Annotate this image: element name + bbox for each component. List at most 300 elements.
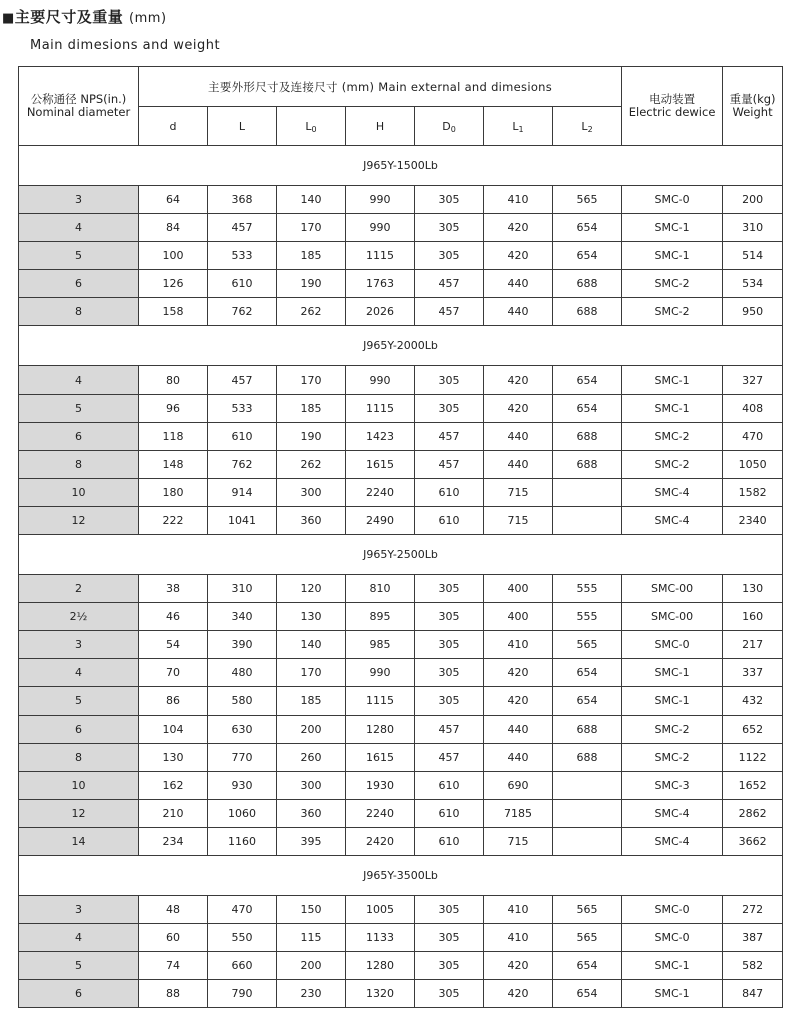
cell-l2: 654 — [553, 214, 622, 242]
cell-d0: 305 — [415, 924, 484, 952]
cell-weight: 514 — [723, 242, 783, 270]
cell-d: 60 — [139, 924, 208, 952]
cell-d0: 610 — [415, 478, 484, 506]
cell-l0: 185 — [277, 394, 346, 422]
cell-d0: 305 — [415, 186, 484, 214]
cell-d: 234 — [139, 827, 208, 855]
column-header-l0 — [277, 107, 346, 146]
table-row — [19, 743, 783, 771]
cell-electric-device: SMC-2 — [622, 450, 723, 478]
cell-d0: 457 — [415, 422, 484, 450]
cell-nominal-diameter: 3 — [19, 631, 139, 659]
table-row — [19, 298, 783, 326]
cell-h: 1763 — [346, 270, 415, 298]
cell-nominal-diameter: 8 — [19, 450, 139, 478]
cell-weight: 432 — [723, 687, 783, 715]
cell-electric-device: SMC-1 — [622, 242, 723, 270]
cell-l1: 400 — [484, 575, 553, 603]
cell-d0: 610 — [415, 799, 484, 827]
section-row — [19, 326, 783, 366]
cell-weight: 1122 — [723, 743, 783, 771]
cell-electric-device: SMC-0 — [622, 924, 723, 952]
cell-l2: 654 — [553, 659, 622, 687]
cell-nominal-diameter: 8 — [19, 743, 139, 771]
cell-l0: 230 — [277, 980, 346, 1008]
cell-l0: 130 — [277, 603, 346, 631]
cell-l1: 410 — [484, 895, 553, 923]
cell-l2: 688 — [553, 422, 622, 450]
cell-electric-device: SMC-1 — [622, 659, 723, 687]
cell-l2: 565 — [553, 631, 622, 659]
cell-l: 310 — [208, 575, 277, 603]
cell-d0: 305 — [415, 895, 484, 923]
cell-electric-device: SMC-2 — [622, 422, 723, 450]
cell-l1: 715 — [484, 506, 553, 534]
cell-l: 610 — [208, 422, 277, 450]
cell-weight: 310 — [723, 214, 783, 242]
cell-weight: 1652 — [723, 771, 783, 799]
cell-nominal-diameter: 3 — [19, 895, 139, 923]
table-row — [19, 450, 783, 478]
cell-d: 158 — [139, 298, 208, 326]
column-header-l1-sub: 1 — [518, 124, 524, 134]
cell-l0: 140 — [277, 631, 346, 659]
cell-l2: 654 — [553, 952, 622, 980]
cell-l1: 420 — [484, 952, 553, 980]
table-row — [19, 270, 783, 298]
table-row — [19, 952, 783, 980]
section-title: J965Y-1500Lb — [19, 146, 783, 186]
table-row — [19, 214, 783, 242]
cell-nominal-diameter: 12 — [19, 799, 139, 827]
cell-d0: 610 — [415, 827, 484, 855]
cell-l: 790 — [208, 980, 277, 1008]
cell-d: 180 — [139, 478, 208, 506]
cell-l1: 7185 — [484, 799, 553, 827]
cell-l2 — [553, 771, 622, 799]
cell-d: 80 — [139, 366, 208, 394]
cell-d: 46 — [139, 603, 208, 631]
cell-l1: 420 — [484, 659, 553, 687]
cell-d0: 457 — [415, 743, 484, 771]
table-row — [19, 771, 783, 799]
cell-weight: 470 — [723, 422, 783, 450]
cell-d: 38 — [139, 575, 208, 603]
cell-l1: 410 — [484, 924, 553, 952]
cell-l1: 715 — [484, 827, 553, 855]
header-nominal-diameter — [19, 67, 139, 146]
cell-l2 — [553, 478, 622, 506]
cell-l2: 565 — [553, 924, 622, 952]
cell-d0: 305 — [415, 980, 484, 1008]
cell-weight: 1582 — [723, 478, 783, 506]
cell-d0: 610 — [415, 771, 484, 799]
cell-h: 2240 — [346, 478, 415, 506]
cell-h: 990 — [346, 659, 415, 687]
table-row — [19, 659, 783, 687]
header-electric-device — [622, 67, 723, 146]
column-header-l1-base: L — [512, 119, 519, 133]
cell-nominal-diameter: 4 — [19, 214, 139, 242]
cell-l0: 200 — [277, 952, 346, 980]
cell-weight: 272 — [723, 895, 783, 923]
cell-h: 1005 — [346, 895, 415, 923]
header-nominal-cn: 公称通径 NPS(in.) — [30, 92, 127, 106]
cell-l: 914 — [208, 478, 277, 506]
cell-nominal-diameter: 4 — [19, 659, 139, 687]
cell-weight: 217 — [723, 631, 783, 659]
cell-electric-device: SMC-0 — [622, 631, 723, 659]
cell-h: 2026 — [346, 298, 415, 326]
table-row — [19, 631, 783, 659]
cell-l: 630 — [208, 715, 277, 743]
section-title: J965Y-3500Lb — [19, 855, 783, 895]
cell-d: 148 — [139, 450, 208, 478]
header-weight-cn: 重量(kg) — [729, 92, 776, 106]
cell-l0: 170 — [277, 214, 346, 242]
cell-electric-device: SMC-4 — [622, 799, 723, 827]
cell-d: 48 — [139, 895, 208, 923]
cell-weight: 534 — [723, 270, 783, 298]
cell-l0: 200 — [277, 715, 346, 743]
column-header-d0-base: D — [442, 119, 451, 133]
cell-nominal-diameter: 3 — [19, 186, 139, 214]
cell-h: 985 — [346, 631, 415, 659]
cell-d0: 305 — [415, 242, 484, 270]
cell-d0: 305 — [415, 952, 484, 980]
cell-l1: 440 — [484, 270, 553, 298]
cell-l0: 120 — [277, 575, 346, 603]
cell-h: 1115 — [346, 687, 415, 715]
cell-l1: 420 — [484, 366, 553, 394]
table-body — [19, 146, 783, 1008]
cell-d: 118 — [139, 422, 208, 450]
cell-electric-device: SMC-1 — [622, 366, 723, 394]
cell-l: 660 — [208, 952, 277, 980]
cell-nominal-diameter: 5 — [19, 394, 139, 422]
header-main-dimensions: 主要外形尺寸及连接尺寸 (mm) Main external and dimesions — [139, 67, 622, 107]
table-row — [19, 394, 783, 422]
cell-d: 130 — [139, 743, 208, 771]
dimensions-table — [18, 66, 783, 1008]
cell-weight: 847 — [723, 980, 783, 1008]
cell-l0: 150 — [277, 895, 346, 923]
cell-l1: 420 — [484, 394, 553, 422]
cell-l1: 410 — [484, 186, 553, 214]
cell-d: 100 — [139, 242, 208, 270]
title-cn: 主要尺寸及重量 — [14, 8, 124, 26]
cell-l2: 565 — [553, 895, 622, 923]
table-row — [19, 506, 783, 534]
header-electric-cn: 电动装置 — [649, 92, 696, 106]
table-row — [19, 478, 783, 506]
cell-l2: 654 — [553, 687, 622, 715]
cell-h: 2490 — [346, 506, 415, 534]
column-header-l: L — [208, 107, 277, 146]
cell-l2: 555 — [553, 603, 622, 631]
table-row — [19, 924, 783, 952]
cell-d0: 457 — [415, 298, 484, 326]
cell-d: 54 — [139, 631, 208, 659]
cell-weight: 2340 — [723, 506, 783, 534]
cell-l0: 170 — [277, 366, 346, 394]
cell-weight: 200 — [723, 186, 783, 214]
cell-weight: 950 — [723, 298, 783, 326]
cell-l0: 185 — [277, 687, 346, 715]
cell-h: 1615 — [346, 743, 415, 771]
table-row — [19, 603, 783, 631]
table-row — [19, 980, 783, 1008]
cell-weight: 3662 — [723, 827, 783, 855]
cell-nominal-diameter: 6 — [19, 270, 139, 298]
cell-nominal-diameter: 4 — [19, 366, 139, 394]
cell-l2: 688 — [553, 270, 622, 298]
cell-l: 770 — [208, 743, 277, 771]
cell-electric-device: SMC-2 — [622, 715, 723, 743]
cell-electric-device: SMC-00 — [622, 603, 723, 631]
page-subtitle: Main dimesions and weight — [30, 38, 221, 53]
cell-electric-device: SMC-1 — [622, 214, 723, 242]
cell-electric-device: SMC-4 — [622, 478, 723, 506]
cell-electric-device: SMC-0 — [622, 186, 723, 214]
cell-h: 990 — [346, 186, 415, 214]
header-nominal-en: Nominal diameter — [26, 105, 131, 119]
cell-weight: 1050 — [723, 450, 783, 478]
cell-electric-device: SMC-0 — [622, 895, 723, 923]
cell-weight: 652 — [723, 715, 783, 743]
table-row — [19, 366, 783, 394]
cell-nominal-diameter: 10 — [19, 478, 139, 506]
cell-electric-device: SMC-2 — [622, 270, 723, 298]
cell-d: 74 — [139, 952, 208, 980]
cell-weight: 160 — [723, 603, 783, 631]
cell-nominal-diameter: 12 — [19, 506, 139, 534]
cell-l0: 262 — [277, 450, 346, 478]
page-title — [2, 6, 167, 27]
table-row — [19, 242, 783, 270]
cell-nominal-diameter: 6 — [19, 980, 139, 1008]
cell-d: 64 — [139, 186, 208, 214]
cell-h: 1280 — [346, 952, 415, 980]
table-row — [19, 575, 783, 603]
cell-l: 533 — [208, 242, 277, 270]
table-row — [19, 422, 783, 450]
cell-l: 550 — [208, 924, 277, 952]
cell-l: 457 — [208, 214, 277, 242]
cell-l1: 440 — [484, 422, 553, 450]
cell-l1: 420 — [484, 980, 553, 1008]
cell-nominal-diameter: 4 — [19, 924, 139, 952]
cell-h: 810 — [346, 575, 415, 603]
cell-l0: 185 — [277, 242, 346, 270]
cell-d0: 610 — [415, 506, 484, 534]
cell-l0: 395 — [277, 827, 346, 855]
header-row-top — [19, 67, 783, 107]
cell-nominal-diameter: 5 — [19, 687, 139, 715]
cell-l0: 170 — [277, 659, 346, 687]
cell-l0: 262 — [277, 298, 346, 326]
cell-h: 990 — [346, 214, 415, 242]
section-title: J965Y-2500Lb — [19, 535, 783, 575]
cell-d0: 305 — [415, 603, 484, 631]
cell-d0: 305 — [415, 214, 484, 242]
cell-d0: 457 — [415, 450, 484, 478]
cell-nominal-diameter: 2 — [19, 575, 139, 603]
cell-electric-device: SMC-2 — [622, 298, 723, 326]
cell-nominal-diameter: 5 — [19, 242, 139, 270]
section-row — [19, 535, 783, 575]
table-row — [19, 799, 783, 827]
cell-d0: 457 — [415, 270, 484, 298]
cell-l0: 360 — [277, 506, 346, 534]
cell-l: 368 — [208, 186, 277, 214]
cell-h: 990 — [346, 366, 415, 394]
cell-l: 533 — [208, 394, 277, 422]
cell-l2 — [553, 827, 622, 855]
cell-l2: 555 — [553, 575, 622, 603]
cell-h: 1133 — [346, 924, 415, 952]
cell-electric-device: SMC-1 — [622, 687, 723, 715]
cell-l2: 688 — [553, 715, 622, 743]
cell-weight: 327 — [723, 366, 783, 394]
cell-l: 390 — [208, 631, 277, 659]
cell-l: 610 — [208, 270, 277, 298]
cell-d: 222 — [139, 506, 208, 534]
cell-h: 2420 — [346, 827, 415, 855]
header-weight-en: Weight — [732, 105, 773, 119]
cell-nominal-diameter: 14 — [19, 827, 139, 855]
cell-d0: 457 — [415, 715, 484, 743]
cell-l2: 688 — [553, 298, 622, 326]
cell-d: 86 — [139, 687, 208, 715]
cell-nominal-diameter: 6 — [19, 715, 139, 743]
cell-l0: 115 — [277, 924, 346, 952]
cell-d: 84 — [139, 214, 208, 242]
column-header-d0-sub: 0 — [450, 124, 456, 134]
cell-d: 96 — [139, 394, 208, 422]
cell-l2 — [553, 506, 622, 534]
column-header-l1 — [484, 107, 553, 146]
cell-d0: 305 — [415, 394, 484, 422]
cell-d: 70 — [139, 659, 208, 687]
cell-l: 930 — [208, 771, 277, 799]
cell-l0: 190 — [277, 422, 346, 450]
cell-electric-device: SMC-1 — [622, 980, 723, 1008]
cell-l: 580 — [208, 687, 277, 715]
cell-d0: 305 — [415, 631, 484, 659]
cell-nominal-diameter: 6 — [19, 422, 139, 450]
cell-h: 1615 — [346, 450, 415, 478]
cell-nominal-diameter: 2½ — [19, 603, 139, 631]
cell-electric-device: SMC-2 — [622, 743, 723, 771]
cell-l1: 440 — [484, 743, 553, 771]
cell-electric-device: SMC-4 — [622, 506, 723, 534]
cell-l0: 300 — [277, 771, 346, 799]
column-header-l2-base: L — [581, 119, 588, 133]
cell-h: 1280 — [346, 715, 415, 743]
title-unit: (mm) — [129, 11, 167, 26]
cell-l: 762 — [208, 298, 277, 326]
cell-l2: 688 — [553, 743, 622, 771]
cell-l1: 440 — [484, 298, 553, 326]
cell-l2: 654 — [553, 242, 622, 270]
table-row — [19, 687, 783, 715]
cell-d0: 305 — [415, 687, 484, 715]
cell-l2: 654 — [553, 394, 622, 422]
cell-l1: 420 — [484, 242, 553, 270]
cell-l: 470 — [208, 895, 277, 923]
cell-h: 1423 — [346, 422, 415, 450]
table-row — [19, 715, 783, 743]
column-header-l0-sub: 0 — [311, 124, 317, 134]
cell-l2: 654 — [553, 980, 622, 1008]
cell-l: 480 — [208, 659, 277, 687]
cell-nominal-diameter: 8 — [19, 298, 139, 326]
column-header-d0 — [415, 107, 484, 146]
table-row — [19, 827, 783, 855]
cell-l0: 140 — [277, 186, 346, 214]
cell-electric-device: SMC-1 — [622, 394, 723, 422]
cell-nominal-diameter: 10 — [19, 771, 139, 799]
column-header-d: d — [139, 107, 208, 146]
section-row — [19, 146, 783, 186]
cell-electric-device: SMC-00 — [622, 575, 723, 603]
cell-d: 162 — [139, 771, 208, 799]
cell-h: 2240 — [346, 799, 415, 827]
cell-h: 1320 — [346, 980, 415, 1008]
table-row — [19, 895, 783, 923]
cell-l1: 420 — [484, 687, 553, 715]
header-weight — [723, 67, 783, 146]
cell-l2: 654 — [553, 366, 622, 394]
cell-l0: 300 — [277, 478, 346, 506]
cell-l2 — [553, 799, 622, 827]
column-header-l2-sub: 2 — [587, 124, 593, 134]
cell-h: 1115 — [346, 242, 415, 270]
section-title: J965Y-2000Lb — [19, 326, 783, 366]
cell-d0: 305 — [415, 575, 484, 603]
cell-weight: 582 — [723, 952, 783, 980]
cell-l1: 420 — [484, 214, 553, 242]
cell-l: 762 — [208, 450, 277, 478]
cell-electric-device: SMC-3 — [622, 771, 723, 799]
table-row — [19, 186, 783, 214]
cell-l1: 690 — [484, 771, 553, 799]
cell-l1: 715 — [484, 478, 553, 506]
cell-weight: 2862 — [723, 799, 783, 827]
cell-l0: 190 — [277, 270, 346, 298]
cell-d: 210 — [139, 799, 208, 827]
column-header-l2 — [553, 107, 622, 146]
cell-h: 1930 — [346, 771, 415, 799]
cell-weight: 130 — [723, 575, 783, 603]
cell-d0: 305 — [415, 366, 484, 394]
cell-l: 1041 — [208, 506, 277, 534]
cell-h: 1115 — [346, 394, 415, 422]
column-header-h: H — [346, 107, 415, 146]
cell-electric-device: SMC-4 — [622, 827, 723, 855]
cell-d: 104 — [139, 715, 208, 743]
cell-l1: 410 — [484, 631, 553, 659]
cell-l: 1060 — [208, 799, 277, 827]
cell-l1: 440 — [484, 450, 553, 478]
cell-weight: 408 — [723, 394, 783, 422]
cell-h: 895 — [346, 603, 415, 631]
cell-l: 457 — [208, 366, 277, 394]
cell-d: 126 — [139, 270, 208, 298]
cell-l1: 440 — [484, 715, 553, 743]
cell-nominal-diameter: 5 — [19, 952, 139, 980]
